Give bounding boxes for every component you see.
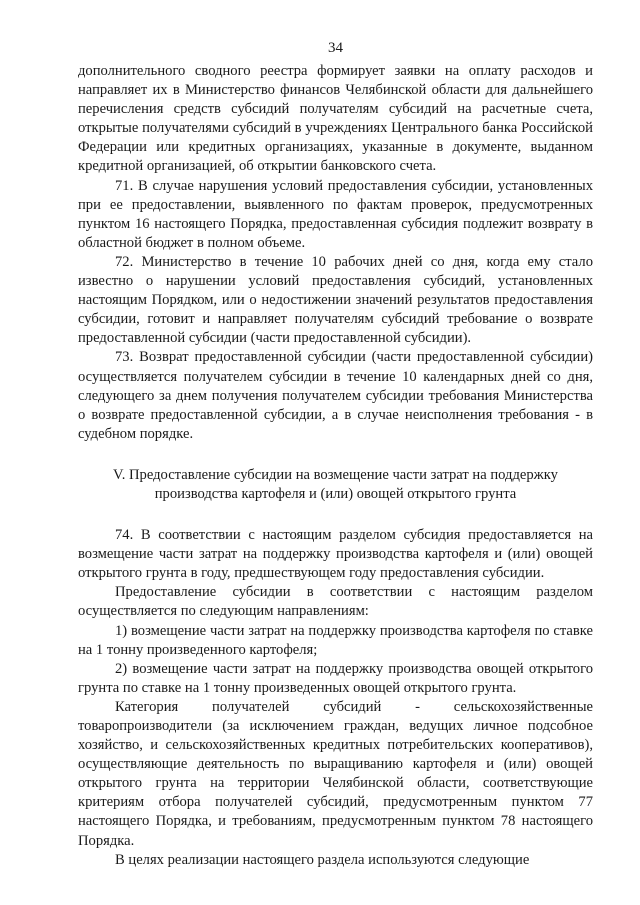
paragraph-73: 73. Возврат предоставленной субсидии (части предоставленной субсидии) осуществляется получателем субсидии в течение 10 календарных дней со дня, следующего за днем получения получателем субсидии требования Министерства о возврате предоставленной субсидии, а в случае неисполнения требования - в судебном порядке. xyxy=(78,349,593,442)
paragraph-continuation: дополнительного сводного реестра формирует заявки на оплату расходов и направляет их в Министерство финансов Челябинской области для дальнейшего перечисления средств субсидий получателям субсидий на расчетные счета, открытые получателями субсидий в учреждениях Центрального банка Российской Федерации или кредитных организациях, указанные в документе, выданном кредитной организацией, об открытии банковского счета. xyxy=(78,63,593,175)
page-number: 34 xyxy=(328,40,343,56)
paragraph-74: 74. В соответствии с настоящим разделом субсидия предоставляется на возмещение части затрат на поддержку производства картофеля и (или) овощей открытого грунта в году, предшествующем году предоставления субсидии. xyxy=(78,527,593,582)
paragraph-72: 72. Министерство в течение 10 рабочих дней со дня, когда ему стало известно о нарушении условий предоставления субсидий, установленных настоящим Порядком, или о недостижении значений результатов предоставления субсидии, готовит и направляет получателям субсидий требование о возврате предоставленной субсидии (части предоставленной субсидии). xyxy=(78,253,593,347)
paragraph-direction-2: 2) возмещение части затрат на поддержку производства овощей открытого грунта по ставке на 1 тонну произведенных овощей открытого грунта. xyxy=(78,660,593,696)
paragraph-directions-intro: Предоставление субсидии в соответствии с настоящим разделом осуществляется по следующим направлениям: xyxy=(78,584,593,620)
section-heading-line-1: V. Предоставление субсидии на возмещение части затрат на поддержку xyxy=(113,466,558,483)
paragraph-implementation: В целях реализации настоящего раздела используются следующие xyxy=(115,851,530,868)
paragraph-direction-1: 1) возмещение части затрат на поддержку производства картофеля по ставке на 1 тонну произведенного картофеля; xyxy=(78,622,593,658)
paragraph-recipient-category: Категория получателей субсидий - сельскохозяйственные товаропроизводители (за исключением граждан, ведущих личное подсобное хозяйство, и сельскохозяйственных кредитных потребительских кооперативов), осуществляющие деятельность по выращиванию картофеля и (или) овощей открытого грунта на территории Челябинской области, соответствующие критериям отбора получателей субсидий, предусмотренным пунктом 77 настоящего Порядка, и требованиям, предусмотренным пунктом 78 настоящего Порядка. xyxy=(78,698,593,849)
paragraph-71: 71. В случае нарушения условий предоставления субсидии, установленных при ее предоставлении, выявленного по фактам проверок, предусмотренных пунктом 16 настоящего Порядка, предоставленная субсидия подлежит возврату в областной бюджет в полном объеме. xyxy=(78,177,593,251)
section-v-body xyxy=(78,526,593,870)
section-heading xyxy=(78,466,593,504)
section-heading-line-2: производства картофеля и (или) овощей открытого грунта xyxy=(154,485,517,502)
section-continuation xyxy=(78,62,593,444)
